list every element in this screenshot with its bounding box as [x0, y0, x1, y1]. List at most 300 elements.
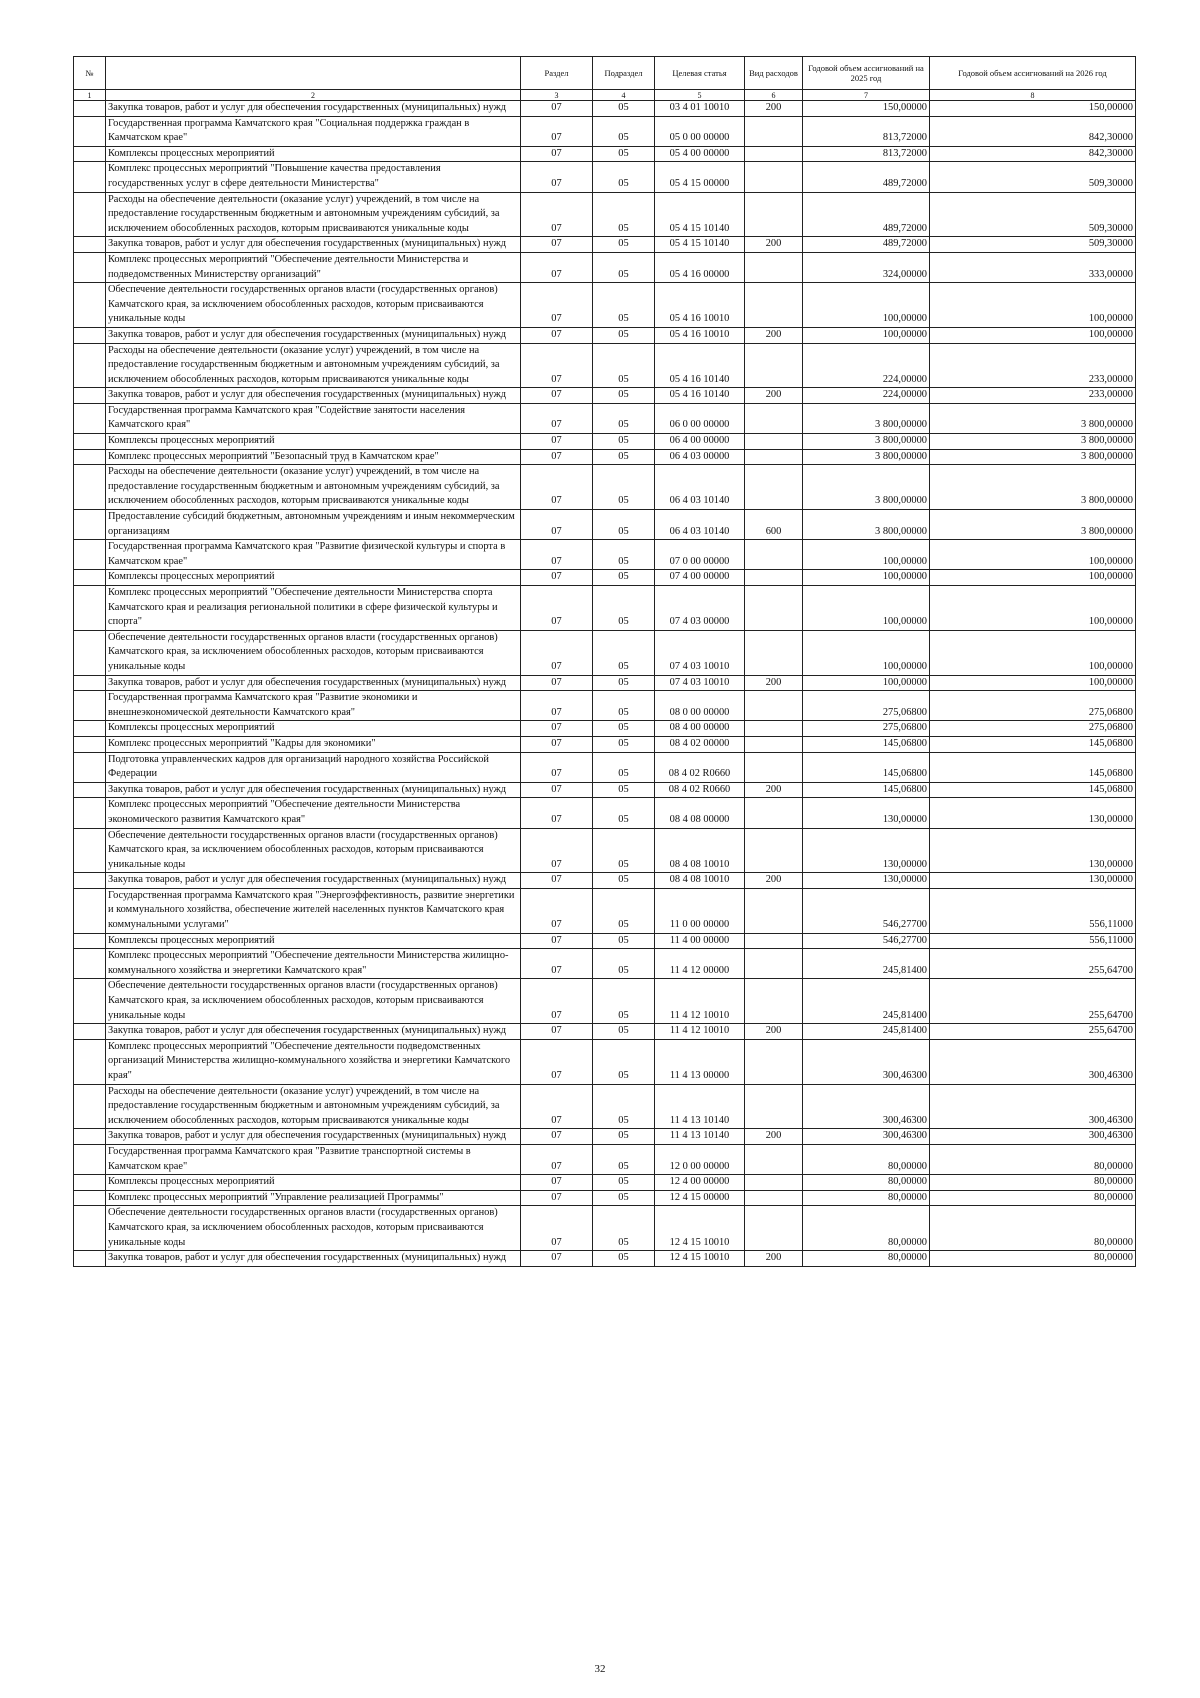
- cell-subsection: 05: [593, 1024, 655, 1040]
- cell-volume-2025: 3 800,00000: [803, 434, 930, 450]
- cell-volume-2025: 100,00000: [803, 630, 930, 675]
- cell-number: [74, 465, 106, 510]
- cell-number: [74, 252, 106, 282]
- cell-volume-2025: 145,06800: [803, 782, 930, 798]
- cell-volume-2026: 333,00000: [930, 252, 1136, 282]
- cell-volume-2026: 300,46300: [930, 1084, 1136, 1129]
- cell-expense-type: [745, 1190, 803, 1206]
- cell-volume-2025: 546,27700: [803, 888, 930, 933]
- cell-volume-2026: 100,00000: [930, 327, 1136, 343]
- cell-expense-type: 200: [745, 237, 803, 253]
- cell-number: [74, 752, 106, 782]
- cell-section: 07: [521, 1144, 593, 1174]
- cell-expense-type: 200: [745, 675, 803, 691]
- table-header-row: [74, 57, 1136, 90]
- cell-name: Расходы на обеспечение деятельности (оказание услуг) учреждений, в том числе на предоставление государственным бюджетным и автономным учреждениям субсидий, за исключением обособленных расходов, которым присваиваются уникальные коды: [106, 192, 521, 237]
- cell-name: Обеспечение деятельности государственных органов власти (государственных органов) Камчатского края, за исключением обособленных расходов, которым присваиваются уникальные коды: [106, 630, 521, 675]
- cell-target-article: 07 0 00 00000: [655, 540, 745, 570]
- cell-target-article: 05 0 00 00000: [655, 116, 745, 146]
- cell-expense-type: [745, 828, 803, 873]
- cell-number: [74, 1039, 106, 1084]
- cell-section: 07: [521, 449, 593, 465]
- cell-section: 07: [521, 888, 593, 933]
- cell-expense-type: 200: [745, 327, 803, 343]
- cell-name: Комплекс процессных мероприятий "Обеспечение деятельности Министерства жилищно-коммунального хозяйства и энергетики Камчатского края": [106, 949, 521, 979]
- cell-volume-2025: 245,81400: [803, 949, 930, 979]
- cell-number: [74, 949, 106, 979]
- cell-number: [74, 570, 106, 586]
- cell-target-article: 05 4 00 00000: [655, 146, 745, 162]
- cell-subsection: 05: [593, 434, 655, 450]
- cell-target-article: 08 4 08 10010: [655, 873, 745, 889]
- table-row: [74, 1039, 1136, 1084]
- cell-subsection: 05: [593, 1039, 655, 1084]
- cell-name: Предоставление субсидий бюджетным, автономным учреждениям и иным некоммерческим организациям: [106, 510, 521, 540]
- cell-name: Закупка товаров, работ и услуг для обеспечения государственных (муниципальных) нужд: [106, 101, 521, 117]
- cell-subsection: 05: [593, 586, 655, 631]
- cell-name: Комплекс процессных мероприятий "Повышение качества предоставления государственных услуг в сфере деятельности Министерства": [106, 162, 521, 192]
- cell-number: [74, 540, 106, 570]
- cell-subsection: 05: [593, 570, 655, 586]
- cell-volume-2025: 100,00000: [803, 540, 930, 570]
- cell-target-article: 08 4 08 10010: [655, 828, 745, 873]
- cell-name: Расходы на обеспечение деятельности (оказание услуг) учреждений, в том числе на предоставление государственным бюджетным и автономным учреждениям субсидий, за исключением обособленных расходов, которым присваиваются уникальные коды: [106, 465, 521, 510]
- cell-section: 07: [521, 283, 593, 328]
- cell-number: [74, 510, 106, 540]
- cell-volume-2026: 233,00000: [930, 343, 1136, 388]
- cell-volume-2026: 145,06800: [930, 782, 1136, 798]
- cell-name: Закупка товаров, работ и услуг для обеспечения государственных (муниципальных) нужд: [106, 237, 521, 253]
- cell-target-article: 11 4 00 00000: [655, 933, 745, 949]
- cell-name: Закупка товаров, работ и услуг для обеспечения государственных (муниципальных) нужд: [106, 782, 521, 798]
- table-row: [74, 1251, 1136, 1267]
- cell-volume-2025: 224,00000: [803, 343, 930, 388]
- cell-name: Комплекс процессных мероприятий "Обеспечение деятельности Министерства экономического развития Камчатского края": [106, 798, 521, 828]
- cell-target-article: 08 4 02 00000: [655, 736, 745, 752]
- cell-subsection: 05: [593, 237, 655, 253]
- cell-name: Обеспечение деятельности государственных органов власти (государственных органов) Камчатского края, за исключением обособленных расходов, которым присваиваются уникальные коды: [106, 979, 521, 1024]
- cell-expense-type: [745, 736, 803, 752]
- cell-target-article: 06 4 03 10140: [655, 510, 745, 540]
- cell-section: 07: [521, 252, 593, 282]
- cell-expense-type: [745, 1084, 803, 1129]
- cell-number: [74, 933, 106, 949]
- cell-expense-type: [745, 1175, 803, 1191]
- column-number: 8: [930, 90, 1136, 101]
- cell-section: 07: [521, 570, 593, 586]
- table-row: [74, 343, 1136, 388]
- table-row: [74, 782, 1136, 798]
- cell-section: 07: [521, 1206, 593, 1251]
- cell-volume-2026: 255,64700: [930, 979, 1136, 1024]
- cell-expense-type: [745, 630, 803, 675]
- cell-subsection: 05: [593, 327, 655, 343]
- cell-subsection: 05: [593, 465, 655, 510]
- table-row: [74, 798, 1136, 828]
- cell-section: 07: [521, 828, 593, 873]
- cell-subsection: 05: [593, 675, 655, 691]
- cell-number: [74, 343, 106, 388]
- cell-target-article: 06 4 03 00000: [655, 449, 745, 465]
- table-row: [74, 736, 1136, 752]
- cell-name: Комплекс процессных мероприятий "Обеспечение деятельности Министерства и подведомственных Министерству организаций": [106, 252, 521, 282]
- cell-number: [74, 116, 106, 146]
- table-row: [74, 1129, 1136, 1145]
- cell-volume-2026: 80,00000: [930, 1251, 1136, 1267]
- cell-volume-2026: 300,46300: [930, 1129, 1136, 1145]
- cell-volume-2026: 3 800,00000: [930, 403, 1136, 433]
- cell-expense-type: [745, 465, 803, 510]
- cell-volume-2026: 509,30000: [930, 237, 1136, 253]
- cell-subsection: 05: [593, 403, 655, 433]
- cell-section: 07: [521, 1084, 593, 1129]
- cell-volume-2025: 489,72000: [803, 237, 930, 253]
- cell-subsection: 05: [593, 752, 655, 782]
- cell-expense-type: [745, 1144, 803, 1174]
- cell-name: Комплексы процессных мероприятий: [106, 570, 521, 586]
- cell-target-article: 05 4 15 10140: [655, 192, 745, 237]
- cell-volume-2025: 150,00000: [803, 101, 930, 117]
- cell-number: [74, 192, 106, 237]
- column-number: 4: [593, 90, 655, 101]
- cell-expense-type: [745, 798, 803, 828]
- column-number: 1: [74, 90, 106, 101]
- cell-name: Государственная программа Камчатского края "Энергоэффективность, развитие энергетики и коммунального хозяйства, обеспечение жителей населенных пунктов Камчатского края коммунальными услугами": [106, 888, 521, 933]
- table-row: [74, 675, 1136, 691]
- cell-section: 07: [521, 465, 593, 510]
- cell-name: Обеспечение деятельности государственных органов власти (государственных органов) Камчатского края, за исключением обособленных расходов, которым присваиваются уникальные коды: [106, 1206, 521, 1251]
- cell-subsection: 05: [593, 736, 655, 752]
- cell-expense-type: [745, 949, 803, 979]
- table-row: [74, 691, 1136, 721]
- cell-volume-2026: 100,00000: [930, 586, 1136, 631]
- cell-volume-2025: 3 800,00000: [803, 510, 930, 540]
- header-expense-type: Вид расходов: [745, 57, 803, 90]
- cell-section: 07: [521, 675, 593, 691]
- cell-expense-type: [745, 283, 803, 328]
- cell-section: 07: [521, 403, 593, 433]
- cell-number: [74, 1144, 106, 1174]
- cell-subsection: 05: [593, 1251, 655, 1267]
- cell-volume-2025: 275,06800: [803, 721, 930, 737]
- cell-subsection: 05: [593, 252, 655, 282]
- cell-section: 07: [521, 1024, 593, 1040]
- cell-target-article: 05 4 15 10140: [655, 237, 745, 253]
- cell-target-article: 08 0 00 00000: [655, 691, 745, 721]
- cell-section: 07: [521, 1129, 593, 1145]
- cell-volume-2025: 100,00000: [803, 586, 930, 631]
- cell-volume-2026: 3 800,00000: [930, 449, 1136, 465]
- cell-subsection: 05: [593, 388, 655, 404]
- cell-section: 07: [521, 327, 593, 343]
- cell-volume-2026: 3 800,00000: [930, 434, 1136, 450]
- column-number: 3: [521, 90, 593, 101]
- cell-volume-2026: 100,00000: [930, 675, 1136, 691]
- cell-name: Государственная программа Камчатского края "Социальная поддержка граждан в Камчатском крае": [106, 116, 521, 146]
- cell-name: Расходы на обеспечение деятельности (оказание услуг) учреждений, в том числе на предоставление государственным бюджетным и автономным учреждениям субсидий, за исключением обособленных расходов, которым присваиваются уникальные коды: [106, 1084, 521, 1129]
- cell-section: 07: [521, 798, 593, 828]
- cell-volume-2026: 842,30000: [930, 146, 1136, 162]
- cell-volume-2025: 813,72000: [803, 146, 930, 162]
- cell-volume-2026: 145,06800: [930, 752, 1136, 782]
- cell-expense-type: [745, 162, 803, 192]
- table-row: [74, 162, 1136, 192]
- cell-volume-2025: 100,00000: [803, 283, 930, 328]
- header-number: №: [74, 57, 106, 90]
- cell-expense-type: [745, 116, 803, 146]
- cell-subsection: 05: [593, 101, 655, 117]
- cell-target-article: 12 4 15 10010: [655, 1251, 745, 1267]
- cell-number: [74, 721, 106, 737]
- cell-number: [74, 979, 106, 1024]
- cell-section: 07: [521, 736, 593, 752]
- table-row: [74, 828, 1136, 873]
- cell-subsection: 05: [593, 1190, 655, 1206]
- cell-volume-2026: 556,11000: [930, 933, 1136, 949]
- cell-volume-2025: 546,27700: [803, 933, 930, 949]
- cell-number: [74, 691, 106, 721]
- cell-target-article: 07 4 00 00000: [655, 570, 745, 586]
- cell-target-article: 12 4 15 10010: [655, 1206, 745, 1251]
- cell-section: 07: [521, 192, 593, 237]
- cell-expense-type: 200: [745, 782, 803, 798]
- cell-expense-type: [745, 449, 803, 465]
- table-row: [74, 1024, 1136, 1040]
- cell-section: 07: [521, 1039, 593, 1084]
- cell-volume-2025: 80,00000: [803, 1251, 930, 1267]
- cell-subsection: 05: [593, 828, 655, 873]
- cell-name: Комплекс процессных мероприятий "Обеспечение деятельности Министерства спорта Камчатского края и реализация региональной политики в сфере физической культуры и спорта": [106, 586, 521, 631]
- cell-subsection: 05: [593, 933, 655, 949]
- cell-target-article: 07 4 03 00000: [655, 586, 745, 631]
- column-number-row: [74, 90, 1136, 101]
- cell-section: 07: [521, 162, 593, 192]
- cell-number: [74, 101, 106, 117]
- cell-volume-2026: 255,64700: [930, 1024, 1136, 1040]
- header-volume-2025: Годовой объем ассигнований на 2025 год: [803, 57, 930, 90]
- cell-expense-type: [745, 979, 803, 1024]
- table-row: [74, 630, 1136, 675]
- cell-subsection: 05: [593, 721, 655, 737]
- cell-subsection: 05: [593, 510, 655, 540]
- table-row: [74, 146, 1136, 162]
- cell-volume-2025: 489,72000: [803, 192, 930, 237]
- cell-target-article: 11 4 13 10140: [655, 1084, 745, 1129]
- cell-number: [74, 237, 106, 253]
- cell-expense-type: [745, 403, 803, 433]
- cell-volume-2026: 130,00000: [930, 873, 1136, 889]
- table-row: [74, 449, 1136, 465]
- cell-volume-2025: 80,00000: [803, 1190, 930, 1206]
- table-row: [74, 252, 1136, 282]
- cell-target-article: 12 4 15 00000: [655, 1190, 745, 1206]
- cell-number: [74, 630, 106, 675]
- cell-number: [74, 434, 106, 450]
- table-row: [74, 979, 1136, 1024]
- cell-volume-2025: 100,00000: [803, 327, 930, 343]
- cell-target-article: 11 0 00 00000: [655, 888, 745, 933]
- cell-target-article: 07 4 03 10010: [655, 675, 745, 691]
- cell-number: [74, 1129, 106, 1145]
- cell-volume-2026: 130,00000: [930, 798, 1136, 828]
- cell-volume-2025: 300,46300: [803, 1039, 930, 1084]
- cell-expense-type: 200: [745, 1129, 803, 1145]
- cell-target-article: 08 4 00 00000: [655, 721, 745, 737]
- cell-volume-2025: 245,81400: [803, 979, 930, 1024]
- cell-volume-2026: 145,06800: [930, 736, 1136, 752]
- table-row: [74, 116, 1136, 146]
- cell-expense-type: [745, 933, 803, 949]
- table-row: [74, 570, 1136, 586]
- table-row: [74, 101, 1136, 117]
- cell-expense-type: 200: [745, 873, 803, 889]
- cell-name: Государственная программа Камчатского края "Содействие занятости населения Камчатского края": [106, 403, 521, 433]
- cell-name: Комплекс процессных мероприятий "Безопасный труд в Камчатском крае": [106, 449, 521, 465]
- cell-subsection: 05: [593, 888, 655, 933]
- cell-section: 07: [521, 782, 593, 798]
- cell-volume-2026: 3 800,00000: [930, 510, 1136, 540]
- cell-target-article: 08 4 02 R0660: [655, 752, 745, 782]
- cell-expense-type: 600: [745, 510, 803, 540]
- table-row: [74, 1206, 1136, 1251]
- cell-target-article: 12 0 00 00000: [655, 1144, 745, 1174]
- cell-expense-type: [745, 343, 803, 388]
- table-row: [74, 237, 1136, 253]
- cell-name: Закупка товаров, работ и услуг для обеспечения государственных (муниципальных) нужд: [106, 388, 521, 404]
- column-number: 7: [803, 90, 930, 101]
- cell-name: Закупка товаров, работ и услуг для обеспечения государственных (муниципальных) нужд: [106, 1129, 521, 1145]
- cell-name: Государственная программа Камчатского края "Развитие экономики и внешнеэкономической деятельности Камчатского края": [106, 691, 521, 721]
- cell-target-article: 11 4 12 00000: [655, 949, 745, 979]
- cell-name: Комплексы процессных мероприятий: [106, 933, 521, 949]
- cell-expense-type: [745, 252, 803, 282]
- cell-volume-2026: 509,30000: [930, 192, 1136, 237]
- cell-section: 07: [521, 388, 593, 404]
- cell-number: [74, 798, 106, 828]
- cell-number: [74, 675, 106, 691]
- cell-name: Государственная программа Камчатского края "Развитие транспортной системы в Камчатском крае": [106, 1144, 521, 1174]
- cell-section: 07: [521, 873, 593, 889]
- cell-target-article: 03 4 01 10010: [655, 101, 745, 117]
- cell-section: 07: [521, 1175, 593, 1191]
- cell-target-article: 11 4 12 10010: [655, 1024, 745, 1040]
- cell-number: [74, 888, 106, 933]
- cell-volume-2026: 300,46300: [930, 1039, 1136, 1084]
- cell-expense-type: 200: [745, 1024, 803, 1040]
- cell-volume-2025: 224,00000: [803, 388, 930, 404]
- cell-expense-type: 200: [745, 1251, 803, 1267]
- cell-expense-type: 200: [745, 101, 803, 117]
- header-name: [106, 57, 521, 90]
- cell-target-article: 12 4 00 00000: [655, 1175, 745, 1191]
- cell-name: Закупка товаров, работ и услуг для обеспечения государственных (муниципальных) нужд: [106, 1251, 521, 1267]
- cell-expense-type: [745, 570, 803, 586]
- cell-number: [74, 828, 106, 873]
- cell-volume-2026: 100,00000: [930, 570, 1136, 586]
- cell-number: [74, 1206, 106, 1251]
- cell-volume-2026: 80,00000: [930, 1206, 1136, 1251]
- cell-number: [74, 1251, 106, 1267]
- table-row: [74, 873, 1136, 889]
- cell-volume-2026: 100,00000: [930, 283, 1136, 328]
- page-number: 32: [594, 1663, 606, 1675]
- cell-name: Государственная программа Камчатского края "Развитие физической культуры и спорта в Камчатском крае": [106, 540, 521, 570]
- cell-volume-2025: 80,00000: [803, 1144, 930, 1174]
- cell-expense-type: [745, 888, 803, 933]
- cell-target-article: 05 4 16 10140: [655, 343, 745, 388]
- cell-name: Комплекс процессных мероприятий "Кадры для экономики": [106, 736, 521, 752]
- cell-volume-2025: 130,00000: [803, 828, 930, 873]
- cell-expense-type: [745, 691, 803, 721]
- cell-subsection: 05: [593, 116, 655, 146]
- table-row: [74, 540, 1136, 570]
- cell-name: Комплекс процессных мероприятий "Управление реализацией Программы": [106, 1190, 521, 1206]
- cell-volume-2025: 100,00000: [803, 675, 930, 691]
- cell-section: 07: [521, 434, 593, 450]
- cell-name: Закупка товаров, работ и услуг для обеспечения государственных (муниципальных) нужд: [106, 675, 521, 691]
- cell-expense-type: [745, 540, 803, 570]
- cell-section: 07: [521, 630, 593, 675]
- cell-section: 07: [521, 1251, 593, 1267]
- cell-expense-type: [745, 721, 803, 737]
- cell-subsection: 05: [593, 691, 655, 721]
- table-row: [74, 465, 1136, 510]
- cell-subsection: 05: [593, 1206, 655, 1251]
- cell-section: 07: [521, 116, 593, 146]
- cell-name: Подготовка управленческих кадров для организаций народного хозяйства Российской Федерации: [106, 752, 521, 782]
- table-row: [74, 510, 1136, 540]
- cell-volume-2026: 275,06800: [930, 691, 1136, 721]
- cell-expense-type: [745, 752, 803, 782]
- header-subsection: Подраздел: [593, 57, 655, 90]
- cell-target-article: 05 4 16 10010: [655, 327, 745, 343]
- cell-number: [74, 1024, 106, 1040]
- table-row: [74, 1190, 1136, 1206]
- table-row: [74, 1175, 1136, 1191]
- table-row: [74, 388, 1136, 404]
- cell-subsection: 05: [593, 162, 655, 192]
- cell-volume-2025: 145,06800: [803, 752, 930, 782]
- cell-subsection: 05: [593, 782, 655, 798]
- cell-expense-type: [745, 146, 803, 162]
- cell-subsection: 05: [593, 798, 655, 828]
- cell-target-article: 05 4 16 10140: [655, 388, 745, 404]
- cell-subsection: 05: [593, 283, 655, 328]
- cell-volume-2025: 80,00000: [803, 1175, 930, 1191]
- cell-name: Комплексы процессных мероприятий: [106, 1175, 521, 1191]
- cell-section: 07: [521, 1190, 593, 1206]
- cell-target-article: 06 0 00 00000: [655, 403, 745, 433]
- cell-section: 07: [521, 979, 593, 1024]
- cell-section: 07: [521, 540, 593, 570]
- cell-volume-2026: 509,30000: [930, 162, 1136, 192]
- cell-subsection: 05: [593, 1129, 655, 1145]
- header-section: Раздел: [521, 57, 593, 90]
- table-row: [74, 1084, 1136, 1129]
- cell-volume-2025: 300,46300: [803, 1084, 930, 1129]
- table-body: [74, 101, 1136, 1267]
- table-row: [74, 327, 1136, 343]
- cell-number: [74, 449, 106, 465]
- table-row: [74, 752, 1136, 782]
- cell-number: [74, 283, 106, 328]
- cell-subsection: 05: [593, 449, 655, 465]
- cell-number: [74, 1175, 106, 1191]
- table-row: [74, 949, 1136, 979]
- cell-section: 07: [521, 510, 593, 540]
- cell-subsection: 05: [593, 979, 655, 1024]
- cell-number: [74, 873, 106, 889]
